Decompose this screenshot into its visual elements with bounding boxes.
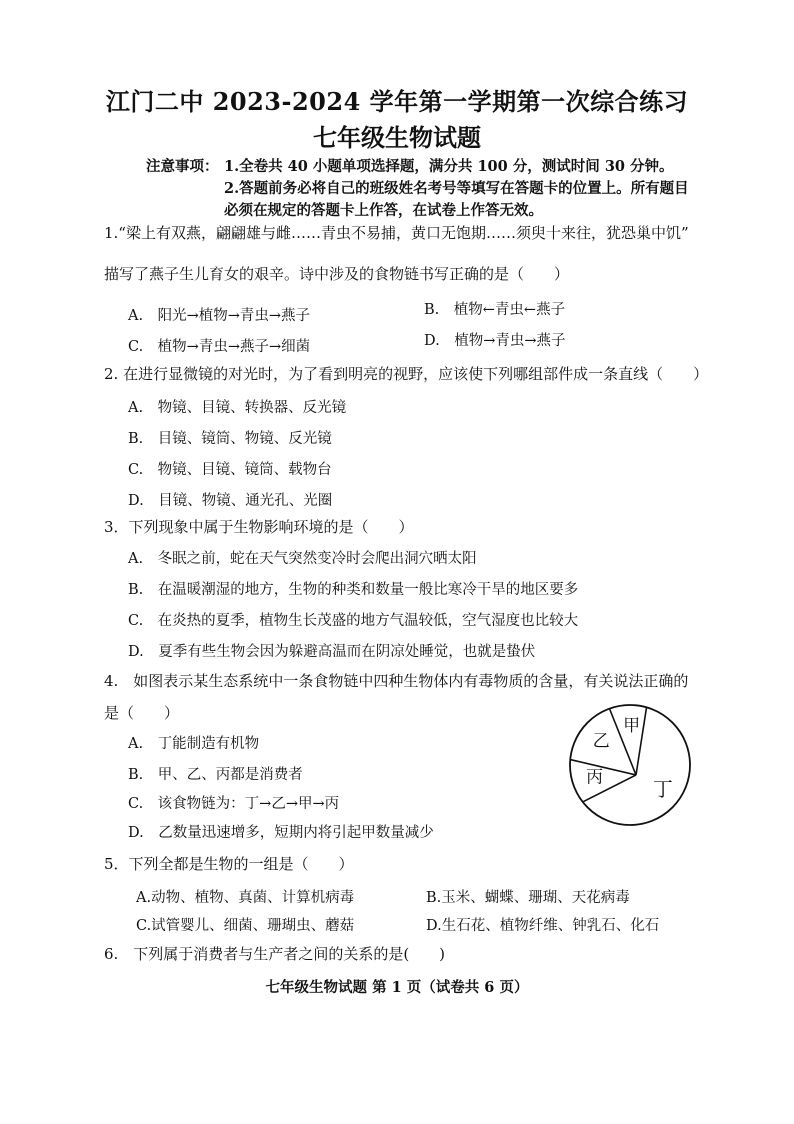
q4-stem-line-2: 是（ ） [104, 704, 180, 722]
pie-slice-label: 乙 [592, 731, 610, 752]
q5-option-c: C.试管婴儿、细菌、珊瑚虫、蘑菇 [136, 918, 355, 934]
q2-option-a: A. 物镜、目镜、转换器、反光镜 [128, 400, 347, 416]
notes-line-2: 2.答题前务必将自己的班级姓名考号等填写在答题卡的位置上。所有题目 [224, 180, 689, 197]
q4-stem-line-1: 4. 如图表示某生态系统中一条食物链中四种生物体内有毒物质的含量，有关说法正确的 [104, 672, 689, 690]
q4-option-d: D. 乙数量迅速增多，短期内将引起甲数量减少 [128, 825, 434, 841]
q5-option-a: A.动物、植物、真菌、计算机病毒 [136, 890, 355, 906]
q5-option-b: B.玉米、蝴蝶、珊瑚、天花病毒 [426, 890, 630, 906]
q1-stem-line-2: 描写了燕子生儿育女的艰辛。诗中涉及的食物链书写正确的是（ ） [104, 265, 570, 283]
pie-chart-svg [565, 700, 695, 830]
q4-option-a: A. 丁能制造有机物 [128, 736, 260, 752]
q2-option-d: D. 目镜、物镜、通光孔、光圈 [128, 493, 333, 509]
q3-stem: 3．下列现象中属于生物影响环境的是（ ） [104, 518, 414, 536]
pie-slice-label: 丙 [586, 767, 604, 788]
q4-option-c: C. 该食物链为：丁→乙→甲→丙 [128, 796, 340, 812]
q1-option-b: B. 植物←青虫←燕子 [424, 302, 566, 318]
notes-line-1: 1.全卷共 40 小题单项选择题，满分共 100 分，测试时间 30 分钟。 [224, 158, 674, 175]
toxin-pie-chart [565, 700, 695, 830]
q6-stem: 6. 下列属于消费者与生产者之间的关系的是( ) [104, 945, 446, 963]
notes-line-3: 必须在规定的答题卡上作答，在试卷上作答无效。 [224, 202, 543, 219]
notes-label: 注意事项： [146, 158, 219, 175]
q5-option-d: D.生石花、植物纤维、钟乳石、化石 [426, 918, 660, 934]
q2-option-c: C. 物镜、目镜、镜筒、载物台 [128, 462, 332, 478]
q5-stem: 5．下列全都是生物的一组是（ ） [104, 855, 354, 873]
exam-title: 江门二中 2023-2024 学年第一学期第一次综合练习 [105, 87, 689, 116]
exam-subtitle: 七年级生物试题 [313, 123, 481, 152]
q3-option-c: C. 在炎热的夏季，植物生长茂盛的地方气温较低，空气湿度也比较大 [128, 613, 579, 629]
q3-option-b: B. 在温暖潮湿的地方，生物的种类和数量一般比寒冷干旱的地区要多 [128, 582, 579, 598]
q1-option-c: C. 植物→青虫→燕子→细菌 [128, 339, 311, 355]
q1-option-a: A. 阳光→植物→青虫→燕子 [128, 308, 311, 324]
q1-option-d: D. 植物→青虫→燕子 [424, 333, 566, 349]
pie-slice-label: 甲 [623, 716, 641, 737]
q1-stem-line-1: 1.“梁上有双燕，翩翩雄与雌……青虫不易捕，黄口无饱期……须臾十来往，犹恐巢中饥” [104, 224, 689, 242]
page-footer: 七年级生物试题 第 1 页（试卷共 6 页） [265, 979, 529, 996]
q2-option-b: B. 目镜、镜筒、物镜、反光镜 [128, 431, 332, 447]
pie-slice-label: 丁 [652, 776, 673, 801]
q4-option-b: B. 甲、乙、丙都是消费者 [128, 767, 303, 783]
q3-option-d: D. 夏季有些生物会因为躲避高温而在阴凉处睡觉，也就是蛰伏 [128, 644, 536, 660]
q3-option-a: A. 冬眠之前，蛇在天气突然变冷时会爬出洞穴晒太阳 [128, 551, 477, 567]
q2-stem: 2. 在进行显微镜的对光时，为了看到明亮的视野，应该使下列哪组部件成一条直线（ ） [104, 365, 709, 383]
